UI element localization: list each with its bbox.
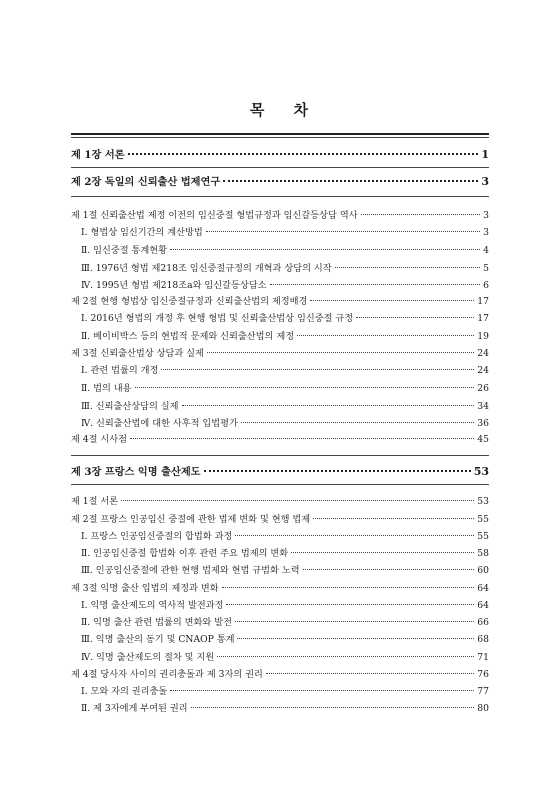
toc-leader	[130, 438, 474, 439]
toc-label: Ⅱ. 법의 내용	[81, 383, 132, 394]
toc-leader	[222, 587, 475, 588]
toc-section[interactable]	[71, 669, 489, 681]
toc-page: 58	[477, 548, 489, 559]
toc-label: 제 2절 프랑스 인공임신 중절에 관한 법제 변화 및 현행 법제	[71, 514, 311, 525]
toc-leader	[182, 405, 475, 406]
toc-label: 제 3절 익명 출산 입법의 제정과 변화	[71, 583, 219, 594]
toc-subsection[interactable]	[71, 652, 489, 664]
toc-leader	[303, 569, 475, 570]
toc-leader	[204, 470, 471, 472]
toc-chapter[interactable]	[71, 149, 489, 161]
toc-chapter[interactable]	[71, 176, 489, 188]
toc-chapter[interactable]	[71, 466, 489, 478]
toc-subsection[interactable]	[71, 280, 489, 292]
toc-subsection[interactable]	[71, 263, 489, 275]
chapter-rule	[71, 167, 489, 168]
toc-subsection[interactable]	[71, 565, 489, 577]
toc-page: 76	[477, 669, 489, 680]
toc-page: 53	[473, 465, 489, 478]
toc-label: Ⅰ. 프랑스 인공임신중절의 합법화 과정	[81, 531, 233, 542]
toc-label: 제 3장 프랑스 익명 출산제도	[71, 466, 201, 478]
toc-section[interactable]	[71, 496, 489, 508]
toc-section[interactable]	[71, 434, 489, 446]
toc-leader	[310, 300, 474, 301]
toc-page: 17	[477, 296, 489, 307]
toc-subsection[interactable]	[71, 548, 489, 560]
toc-subsection[interactable]	[71, 418, 489, 430]
toc-page: 3	[483, 227, 489, 238]
toc-page: 26	[477, 383, 489, 394]
toc-leader	[291, 552, 474, 553]
toc-label: 제 4절 당사자 사이의 권리충돌과 제 3자의 권리	[71, 669, 263, 680]
toc-leader	[241, 422, 474, 423]
toc-section[interactable]	[71, 296, 489, 308]
toc-leader	[235, 535, 474, 536]
toc-subsection[interactable]	[71, 703, 489, 715]
toc-page: 55	[477, 514, 489, 525]
toc-page: 45	[477, 434, 489, 445]
toc-leader	[207, 352, 474, 353]
toc-label: 제 4절 시사점	[71, 434, 128, 445]
toc-leader	[135, 387, 475, 388]
toc-page: 36	[477, 418, 489, 429]
top-rule-thin	[71, 137, 489, 138]
toc-leader	[266, 673, 474, 674]
toc-leader	[313, 518, 474, 519]
toc-page: 34	[477, 401, 489, 412]
toc-page: 71	[477, 652, 489, 663]
toc-subsection[interactable]	[71, 531, 489, 543]
toc-subsection[interactable]	[71, 365, 489, 377]
toc-label: Ⅱ. 익명 출산 관련 법률의 변화와 발전	[81, 617, 232, 628]
toc-leader	[161, 369, 474, 370]
toc-page: 53	[477, 496, 489, 507]
toc-page: 5	[483, 263, 489, 274]
toc-section[interactable]	[71, 514, 489, 526]
toc-page: 4	[483, 245, 489, 256]
toc-page: 64	[477, 583, 489, 594]
top-rule-heavy	[71, 133, 489, 135]
toc-label: Ⅱ. 인공임신중절 합법화 이후 관련 주요 법제의 변화	[81, 548, 289, 559]
toc-subsection[interactable]	[71, 634, 489, 646]
toc-page: 55	[477, 531, 489, 542]
toc-page: 3	[481, 175, 489, 188]
toc-page: 77	[477, 686, 489, 697]
toc-leader	[237, 638, 474, 639]
toc-subsection[interactable]	[71, 617, 489, 629]
toc-label: Ⅱ. 임신중절 통계현황	[81, 245, 168, 256]
toc-leader	[170, 690, 474, 691]
toc-section[interactable]	[71, 210, 489, 222]
toc-subsection[interactable]	[71, 600, 489, 612]
toc-leader	[297, 335, 474, 336]
toc-leader	[170, 249, 480, 250]
toc-label: Ⅳ. 신뢰출산법에 대한 사후적 입법평가	[81, 418, 238, 429]
toc-label: Ⅲ. 인공임신중절에 관한 현행 법제와 현법 규범화 노력	[81, 565, 300, 576]
toc-leader	[206, 231, 480, 232]
toc-label: Ⅰ. 모와 자의 권리충돌	[81, 686, 168, 697]
toc-label: Ⅲ. 익명 출산의 동기 및 CNAOP 통계	[81, 634, 235, 645]
toc-label: Ⅰ. 2016년 형법의 개정 후 현행 형법 및 신뢰출산법상 임신중절 규정	[81, 313, 354, 324]
toc-label: 제 3절 신뢰출산법상 상담과 실제	[71, 348, 204, 359]
toc-subsection[interactable]	[71, 401, 489, 413]
toc-label: Ⅰ. 형법상 임신기간의 계산방법	[81, 227, 203, 238]
chapter-rule	[71, 455, 489, 456]
toc-label: 제 2절 현행 형법상 임신중절규정과 신뢰출산법의 제정배경	[71, 296, 308, 307]
toc-subsection[interactable]	[71, 313, 489, 325]
toc-leader	[191, 707, 475, 708]
toc-label: Ⅲ. 1976년 형법 제218조 임신중절규정의 개혁과 상담의 시작	[81, 263, 332, 274]
toc-label: Ⅰ. 익명 출산제도의 역사적 발전과정	[81, 600, 224, 611]
toc-leader	[270, 284, 481, 285]
toc-label: Ⅱ. 제 3자에게 부여된 권리	[81, 703, 188, 714]
chapter-rule	[71, 196, 489, 197]
toc-leader	[335, 267, 480, 268]
toc-label: Ⅱ. 베이비박스 등의 현법적 문제와 신뢰출산법의 제정	[81, 331, 295, 342]
toc-subsection[interactable]	[71, 331, 489, 343]
toc-label: 제 1장 서론	[71, 149, 125, 161]
toc-page: 17	[477, 313, 489, 324]
toc-label: Ⅰ. 관련 법률의 개정	[81, 365, 159, 376]
toc-leader	[121, 500, 474, 501]
toc-section[interactable]	[71, 583, 489, 595]
toc-leader	[235, 621, 474, 622]
page-title: 목 차	[249, 101, 321, 119]
toc-page: 24	[477, 348, 489, 359]
toc-leader	[217, 656, 474, 657]
toc-subsection[interactable]	[71, 245, 489, 257]
toc-label: Ⅳ. 1995년 형법 제218조a와 임신갈등상담소	[81, 280, 267, 291]
toc-label: Ⅳ. 익명 출산제도의 절차 및 지원	[81, 652, 215, 663]
toc-page: 19	[477, 331, 489, 342]
toc-section[interactable]	[71, 348, 489, 360]
toc-label: Ⅲ. 신뢰출산상담의 실제	[81, 401, 179, 412]
toc-leader	[223, 180, 478, 182]
toc-leader	[356, 317, 474, 318]
toc-page: 64	[477, 600, 489, 611]
toc-label: 제 2장 독일의 신뢰출산 법제연구	[71, 176, 221, 188]
toc-page: 24	[477, 365, 489, 376]
toc-subsection[interactable]	[71, 227, 489, 239]
toc-page: 60	[477, 565, 489, 576]
toc-label: 제 1절 신뢰출산법 제정 이전의 임신중절 형법규정과 임신갈등상담 역사	[71, 210, 358, 221]
toc-leader	[361, 214, 481, 215]
chapter-rule	[71, 484, 489, 485]
toc-page: 80	[477, 703, 489, 714]
toc-leader	[226, 604, 474, 605]
toc-subsection[interactable]	[71, 383, 489, 395]
toc-page: 68	[477, 634, 489, 645]
toc-subsection[interactable]	[71, 686, 489, 698]
toc-page: 3	[483, 210, 489, 221]
toc-page: 6	[483, 280, 489, 291]
toc-page: 66	[477, 617, 489, 628]
toc-page: 1	[481, 148, 489, 161]
toc-label: 제 1절 서론	[71, 496, 119, 507]
toc-leader	[128, 153, 479, 155]
